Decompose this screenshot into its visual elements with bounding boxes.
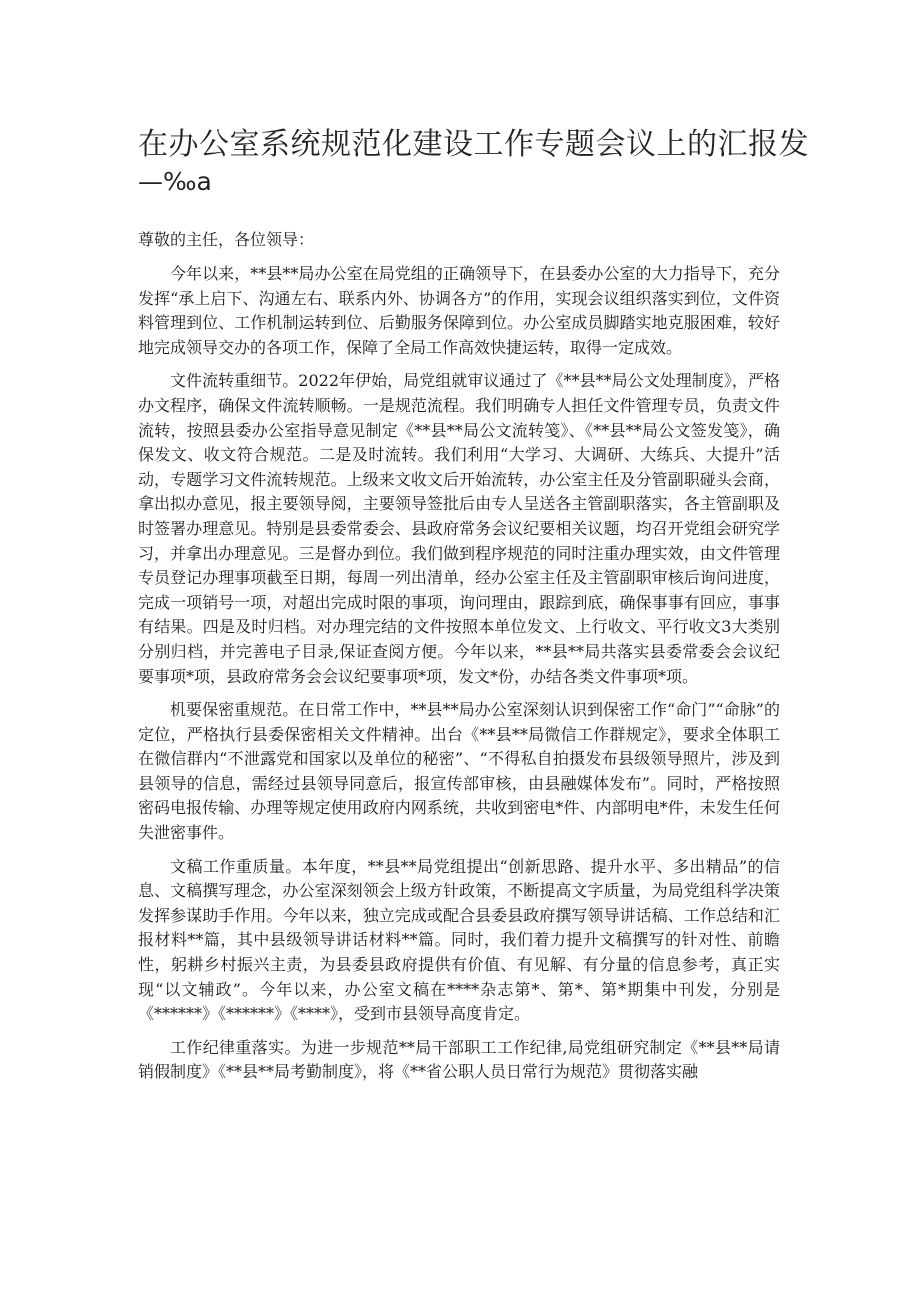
document-subtitle: —‰a bbox=[138, 167, 212, 196]
paragraph-writing-quality: 文稿工作重质量。本年度，**县**局党组提出“创新思路、提升水平、多出精品”的信息、文稿撰写理念，办公室深刻领会上级方针政策，不断提高文字质量，为局党组科学决策发挥参谋助手作用。今年以来，独立完成或配合县委县政府撰写领导讲话稿、工作总结和汇报材料**篇，其中县级领导讲话材料**篇。同时，我们着力提升文稿撰写的针对性、前瞻性，躬耕乡村振兴主责，为县委县政府提供有价值、有见解、有分量的信息参考，真正实现“以文辅政”。今年以来，办公室文稿在****杂志第*、第*、第*期集中刊发，分别是《******》《******》《****》，受到市县领导高度肯定。 bbox=[138, 856, 780, 1024]
paragraph-work-discipline: 工作纪律重落实。为进一步规范**局干部职工工作纪律,局党组研究制定《**县**局请销假制度》《**县**局考勤制度》，将《**省公职人员日常行为规范》贯彻落实融 bbox=[138, 1037, 780, 1082]
document-title: 在办公室系统规范化建设工作专题会议上的汇报发 bbox=[138, 127, 809, 162]
paragraph-confidentiality: 机要保密重规范。在日常工作中，**县**局办公室深刻认识到保密工作“命门”“命脉”的定位，严格执行县委保密相关文件精神。出台《**县**局微信工作群规定》，要求全体职工在微信群内“不泄露党和国家以及单位的秘密”、“不得私自拍摄发布县级领导照片，涉及到县领导的信息，需经过县领导同意后，报宣传部审核，由县融媒体发布”。同时，严格按照密码电报传输、办理等规定使用政府内网系统，共收到密电*件、内部明电*件，未发生任何失泄密事件。 bbox=[138, 700, 780, 843]
document-body bbox=[138, 228, 780, 1094]
paragraph-document-flow: 文件流转重细节。2022年伊始，局党组就审议通过了《**县**局公文处理制度》，严格办文程序，确保文件流转顺畅。一是规范流程。我们明确专人担任文件管理专员，负责文件流转，按照县委办公室指导意见制定《**县**局公文流转笺》、《**县**局公文签发笺》，确保发文、收文符合规范。二是及时流转。我们利用“大学习、大调研、大练兵、大提升”活动，专题学习文件流转规范。上级来文收文后开始流转，办公室主任及分管副职碰头会商，拿出拟办意见，报主要领导阅，主要领导签批后由专人呈送各主管副职落实，各主管副职及时签署办理意见。特别是县委常委会、县政府常务会议纪要相关议题，均召开党组会研究学习，并拿出办理意见。三是督办到位。我们做到程序规范的同时注重办理实效，由文件管理专员登记办理事项截至日期，每周一列出清单，经办公室主任及主管副职审核后询问进度，完成一项销号一项，对超出完成时限的事项，询问理由，跟踪到底，确保事事有回应，事事有结果。四是及时归档。对办理完结的文件按照本单位发文、上行收文、平行收文3大类别分别归档，并完善电子目录,保证查阅方便。今年以来，**县**局共落实县委常委会会议纪要事项*项，县政府常务会会议纪要事项*项，发文*份，办结各类文件事项*项。 bbox=[138, 371, 780, 686]
paragraph-intro: 今年以来，**县**局办公室在局党组的正确领导下，在县委办公室的大力指导下，充分发挥“承上启下、沟通左右、联系内外、协调各方”的作用，实现会议组织落实到位，文件资料管理到位、工作机制运转到位、后勤服务保障到位。办公室成员脚踏实地克服困难，较好地完成领导交办的各项工作，保障了全局工作高效快捷运转，取得一定成效。 bbox=[138, 264, 780, 357]
salutation: 尊敬的主任，各位领导： bbox=[138, 230, 315, 249]
title-block bbox=[138, 126, 809, 198]
